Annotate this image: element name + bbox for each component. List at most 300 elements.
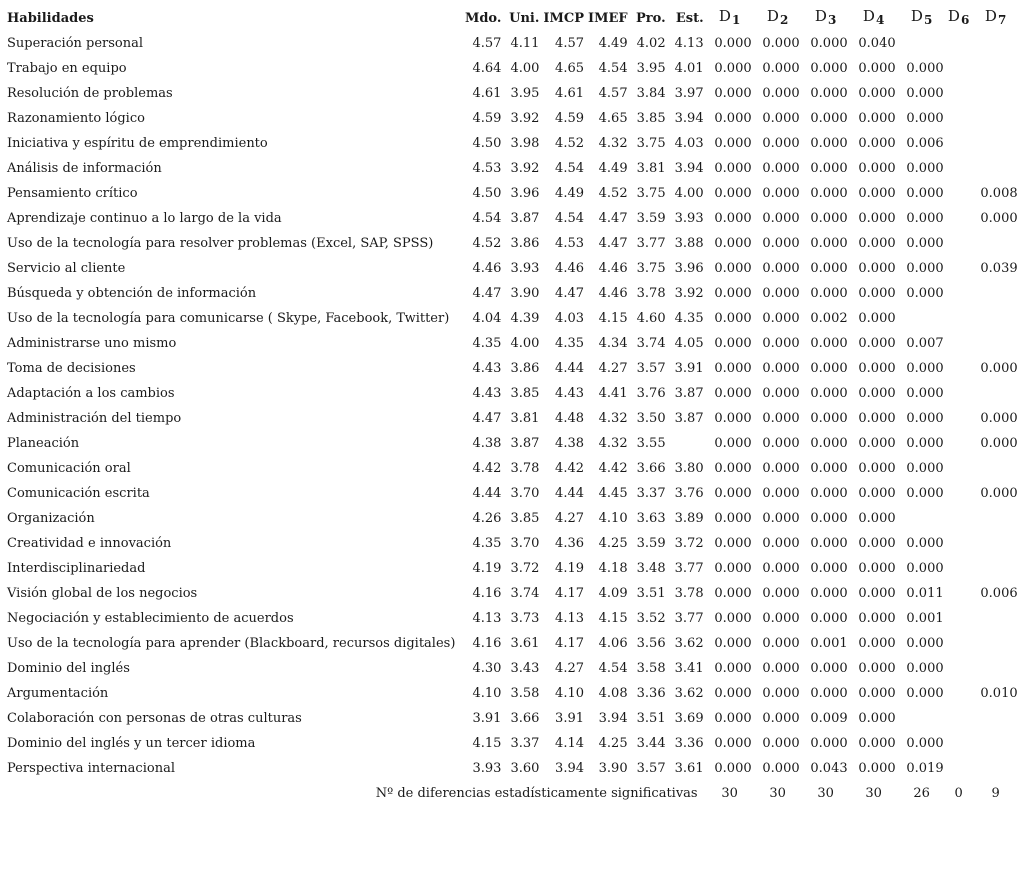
value-est: 3.78 bbox=[674, 586, 704, 601]
value-mdo: 4.54 bbox=[472, 211, 502, 226]
p-value-d7 bbox=[972, 331, 1020, 356]
p-value-d7: 0.000 bbox=[980, 436, 1018, 451]
p-value-d2: 0.000 bbox=[762, 336, 800, 351]
value-imef: 4.15 bbox=[598, 311, 628, 326]
p-value-d6 bbox=[946, 531, 972, 556]
value-pro: 3.76 bbox=[636, 386, 666, 401]
table-row bbox=[5, 431, 1020, 456]
skills-results-table bbox=[5, 6, 1020, 805]
header-d5 bbox=[898, 6, 946, 31]
value-mdo: 4.38 bbox=[472, 436, 502, 451]
value-mdo: 4.44 bbox=[472, 486, 502, 501]
skill-name: Dominio del inglés y un tercer idioma bbox=[7, 736, 256, 751]
value-imcp: 4.44 bbox=[555, 361, 584, 376]
p-value-d4: 0.000 bbox=[858, 436, 896, 451]
p-value-d7 bbox=[972, 131, 1020, 156]
p-value-d7 bbox=[972, 381, 1020, 406]
value-imef: 4.45 bbox=[598, 486, 628, 501]
p-value-d3: 0.000 bbox=[810, 61, 848, 76]
skill-name: Comunicación escrita bbox=[7, 486, 150, 501]
p-value-d5: 0.007 bbox=[906, 336, 944, 351]
header-imef: IMEF bbox=[588, 11, 628, 26]
p-value-d4: 0.000 bbox=[858, 736, 896, 751]
value-mdo: 4.52 bbox=[472, 236, 502, 251]
value-est: 3.89 bbox=[674, 511, 704, 526]
value-pro: 3.75 bbox=[636, 261, 666, 276]
table-row bbox=[5, 181, 1020, 206]
value-imcp: 4.59 bbox=[555, 111, 584, 126]
p-value-d5: 0.000 bbox=[906, 86, 944, 101]
value-imef: 4.32 bbox=[598, 136, 628, 151]
value-pro: 4.60 bbox=[636, 311, 666, 326]
value-imcp: 4.19 bbox=[555, 561, 584, 576]
value-uni: 3.81 bbox=[510, 411, 540, 426]
value-pro: 3.59 bbox=[636, 536, 666, 551]
skill-name: Aprendizaje continuo a lo largo de la vida bbox=[7, 211, 282, 226]
skill-name: Toma de decisiones bbox=[7, 361, 136, 376]
value-imef: 4.57 bbox=[598, 86, 628, 101]
p-value-d5: 0.000 bbox=[906, 536, 944, 551]
p-value-d4: 0.000 bbox=[858, 111, 896, 126]
value-pro: 3.78 bbox=[636, 286, 666, 301]
table-row bbox=[5, 31, 1020, 56]
value-est: 3.76 bbox=[674, 486, 704, 501]
value-est: 3.72 bbox=[674, 536, 704, 551]
value-imef: 4.54 bbox=[598, 661, 628, 676]
p-value-d4: 0.000 bbox=[858, 711, 896, 726]
p-value-d4: 0.000 bbox=[858, 136, 896, 151]
value-est: 3.91 bbox=[674, 361, 704, 376]
p-value-d3: 0.000 bbox=[810, 411, 848, 426]
table-row bbox=[5, 456, 1020, 481]
p-value-d3: 0.000 bbox=[810, 661, 848, 676]
p-value-d7 bbox=[972, 706, 1020, 731]
p-value-d6 bbox=[946, 231, 972, 256]
footer-count-d1: 30 bbox=[721, 785, 738, 801]
table-row bbox=[5, 606, 1020, 631]
table-row bbox=[5, 631, 1020, 656]
p-value-d2: 0.000 bbox=[762, 161, 800, 176]
header-uni: Uni. bbox=[509, 11, 540, 26]
value-est: 4.35 bbox=[674, 311, 704, 326]
p-value-d5: 0.000 bbox=[906, 111, 944, 126]
skill-name: Adaptación a los cambios bbox=[7, 386, 175, 401]
header-d1 bbox=[706, 6, 754, 31]
table-body bbox=[5, 31, 1020, 781]
p-value-d5 bbox=[898, 506, 946, 531]
skill-name: Administración del tiempo bbox=[7, 411, 182, 426]
value-est: 3.62 bbox=[674, 686, 704, 701]
value-mdo: 4.61 bbox=[472, 86, 502, 101]
value-est: 3.93 bbox=[674, 211, 704, 226]
p-value-d1: 0.000 bbox=[714, 611, 752, 626]
value-uni: 3.72 bbox=[510, 561, 540, 576]
p-value-d5: 0.000 bbox=[906, 736, 944, 751]
value-uni: 3.86 bbox=[510, 361, 540, 376]
p-value-d1: 0.000 bbox=[714, 286, 752, 301]
table-footer bbox=[5, 781, 1020, 805]
p-value-d4: 0.040 bbox=[858, 36, 896, 51]
p-value-d1: 0.000 bbox=[714, 736, 752, 751]
p-value-d4: 0.000 bbox=[858, 661, 896, 676]
p-value-d5: 0.006 bbox=[906, 136, 944, 151]
skill-name: Interdisciplinariedad bbox=[7, 561, 146, 576]
p-value-d4: 0.000 bbox=[858, 211, 896, 226]
value-uni: 3.73 bbox=[510, 611, 540, 626]
p-value-d6 bbox=[946, 431, 972, 456]
p-value-d4: 0.000 bbox=[858, 261, 896, 276]
value-imef: 4.18 bbox=[598, 561, 628, 576]
value-uni: 3.98 bbox=[510, 136, 540, 151]
skill-name: Visión global de los negocios bbox=[7, 586, 198, 601]
value-pro: 3.51 bbox=[636, 711, 666, 726]
p-value-d1: 0.000 bbox=[714, 136, 752, 151]
p-value-d7: 0.000 bbox=[980, 411, 1018, 426]
value-imef: 4.25 bbox=[598, 736, 628, 751]
p-value-d3: 0.002 bbox=[810, 311, 848, 326]
table-row bbox=[5, 681, 1020, 706]
p-value-d6 bbox=[946, 581, 972, 606]
p-value-d3: 0.000 bbox=[810, 386, 848, 401]
p-value-d3: 0.000 bbox=[810, 261, 848, 276]
value-pro: 3.51 bbox=[636, 586, 666, 601]
p-value-d7 bbox=[972, 731, 1020, 756]
p-value-d4: 0.000 bbox=[858, 536, 896, 551]
p-value-d7: 0.039 bbox=[980, 261, 1018, 276]
p-value-d4: 0.000 bbox=[858, 286, 896, 301]
value-est: 3.94 bbox=[674, 111, 704, 126]
value-mdo: 4.35 bbox=[472, 336, 502, 351]
value-imcp: 4.53 bbox=[555, 236, 584, 251]
value-pro: 3.95 bbox=[636, 61, 666, 76]
footer-count-d7: 9 bbox=[991, 785, 1000, 801]
value-imef: 4.32 bbox=[598, 436, 628, 451]
p-value-d7 bbox=[972, 531, 1020, 556]
p-value-d1: 0.000 bbox=[714, 536, 752, 551]
p-value-d3: 0.000 bbox=[810, 586, 848, 601]
value-imcp: 4.52 bbox=[555, 136, 584, 151]
value-est: 3.87 bbox=[674, 386, 704, 401]
p-value-d7 bbox=[972, 506, 1020, 531]
value-est: 3.97 bbox=[674, 86, 704, 101]
value-mdo: 4.50 bbox=[472, 136, 502, 151]
p-value-d5: 0.000 bbox=[906, 486, 944, 501]
value-est: 3.77 bbox=[674, 561, 704, 576]
header-d-letter: D bbox=[984, 7, 997, 25]
value-imcp: 4.47 bbox=[555, 286, 584, 301]
p-value-d3: 0.000 bbox=[810, 511, 848, 526]
value-imcp: 3.94 bbox=[555, 761, 584, 776]
p-value-d3: 0.000 bbox=[810, 436, 848, 451]
value-uni: 3.74 bbox=[510, 586, 540, 601]
value-est: 3.88 bbox=[674, 236, 704, 251]
value-pro: 3.57 bbox=[636, 361, 666, 376]
p-value-d5: 0.000 bbox=[906, 361, 944, 376]
skill-name: Iniciativa y espíritu de emprendimiento bbox=[7, 136, 268, 151]
p-value-d2: 0.000 bbox=[762, 711, 800, 726]
p-value-d7 bbox=[972, 606, 1020, 631]
skill-name: Colaboración con personas de otras culturas bbox=[7, 711, 302, 726]
p-value-d2: 0.000 bbox=[762, 636, 800, 651]
header-d2 bbox=[754, 6, 802, 31]
value-mdo: 4.43 bbox=[472, 361, 502, 376]
p-value-d6 bbox=[946, 556, 972, 581]
p-value-d2: 0.000 bbox=[762, 461, 800, 476]
value-imef: 3.90 bbox=[598, 761, 628, 776]
skill-name: Negociación y establecimiento de acuerdos bbox=[7, 611, 294, 626]
p-value-d4: 0.000 bbox=[858, 586, 896, 601]
p-value-d3: 0.000 bbox=[810, 486, 848, 501]
value-imcp: 4.44 bbox=[555, 486, 584, 501]
p-value-d2: 0.000 bbox=[762, 586, 800, 601]
p-value-d7: 0.000 bbox=[980, 486, 1018, 501]
skill-name: Trabajo en equipo bbox=[7, 61, 127, 76]
p-value-d1: 0.000 bbox=[714, 486, 752, 501]
value-imef: 4.34 bbox=[598, 336, 628, 351]
p-value-d4: 0.000 bbox=[858, 86, 896, 101]
value-uni: 4.00 bbox=[510, 336, 540, 351]
p-value-d3: 0.000 bbox=[810, 461, 848, 476]
table-row bbox=[5, 331, 1020, 356]
value-imef: 4.46 bbox=[598, 286, 628, 301]
p-value-d1: 0.000 bbox=[714, 236, 752, 251]
p-value-d4: 0.000 bbox=[858, 186, 896, 201]
p-value-d4: 0.000 bbox=[858, 686, 896, 701]
value-est: 4.05 bbox=[674, 336, 704, 351]
value-mdo: 4.64 bbox=[472, 61, 502, 76]
value-imcp: 4.57 bbox=[555, 36, 584, 51]
skill-name: Planeación bbox=[7, 436, 80, 451]
skill-name: Servicio al cliente bbox=[7, 261, 126, 276]
p-value-d1: 0.000 bbox=[714, 636, 752, 651]
p-value-d4: 0.000 bbox=[858, 61, 896, 76]
value-imef: 4.25 bbox=[598, 536, 628, 551]
value-mdo: 4.59 bbox=[472, 111, 502, 126]
table-row bbox=[5, 481, 1020, 506]
p-value-d1: 0.000 bbox=[714, 261, 752, 276]
table-row bbox=[5, 231, 1020, 256]
value-uni: 3.92 bbox=[510, 111, 540, 126]
table-row bbox=[5, 81, 1020, 106]
value-uni: 3.96 bbox=[510, 186, 540, 201]
p-value-d7 bbox=[972, 31, 1020, 56]
p-value-d2: 0.000 bbox=[762, 361, 800, 376]
p-value-d7 bbox=[972, 656, 1020, 681]
p-value-d7 bbox=[972, 156, 1020, 181]
value-mdo: 4.04 bbox=[472, 311, 502, 326]
value-uni: 3.90 bbox=[510, 286, 540, 301]
p-value-d5: 0.019 bbox=[906, 761, 944, 776]
p-value-d6 bbox=[946, 206, 972, 231]
value-uni: 3.85 bbox=[510, 386, 540, 401]
p-value-d2: 0.000 bbox=[762, 611, 800, 626]
value-est: 3.80 bbox=[674, 461, 704, 476]
header-d7 bbox=[972, 6, 1020, 31]
footer-count-d5: 26 bbox=[913, 785, 930, 801]
value-est: 3.69 bbox=[674, 711, 704, 726]
value-pro: 3.75 bbox=[636, 136, 666, 151]
value-pro: 4.02 bbox=[636, 36, 666, 51]
value-mdo: 3.91 bbox=[472, 711, 502, 726]
p-value-d6 bbox=[946, 706, 972, 731]
p-value-d2: 0.000 bbox=[762, 411, 800, 426]
value-imef: 4.47 bbox=[598, 236, 628, 251]
p-value-d1: 0.000 bbox=[714, 111, 752, 126]
table-row bbox=[5, 656, 1020, 681]
header-d-sub: 5 bbox=[923, 13, 933, 27]
value-uni: 3.61 bbox=[510, 636, 540, 651]
p-value-d4: 0.000 bbox=[858, 386, 896, 401]
value-imef: 4.47 bbox=[598, 211, 628, 226]
value-imcp: 4.65 bbox=[555, 61, 584, 76]
value-pro: 3.77 bbox=[636, 236, 666, 251]
p-value-d3: 0.000 bbox=[810, 211, 848, 226]
value-imcp: 4.27 bbox=[555, 661, 584, 676]
p-value-d7 bbox=[972, 306, 1020, 331]
table-row bbox=[5, 731, 1020, 756]
value-mdo: 4.30 bbox=[472, 661, 502, 676]
table-header bbox=[5, 6, 1020, 31]
p-value-d7 bbox=[972, 81, 1020, 106]
value-pro: 3.36 bbox=[636, 686, 666, 701]
p-value-d4: 0.000 bbox=[858, 636, 896, 651]
value-est: 4.00 bbox=[674, 186, 704, 201]
value-pro: 3.44 bbox=[636, 736, 666, 751]
skill-name: Razonamiento lógico bbox=[7, 111, 145, 126]
p-value-d7: 0.000 bbox=[980, 211, 1018, 226]
p-value-d5: 0.000 bbox=[906, 386, 944, 401]
p-value-d3: 0.000 bbox=[810, 611, 848, 626]
value-mdo: 4.53 bbox=[472, 161, 502, 176]
table-row bbox=[5, 706, 1020, 731]
skill-name: Uso de la tecnología para comunicarse ( Skype, Facebook, Twitter) bbox=[7, 311, 450, 326]
value-pro: 3.59 bbox=[636, 211, 666, 226]
table-row bbox=[5, 531, 1020, 556]
value-imcp: 4.27 bbox=[555, 511, 584, 526]
value-mdo: 4.57 bbox=[472, 36, 502, 51]
value-pro: 3.50 bbox=[636, 411, 666, 426]
p-value-d7 bbox=[972, 231, 1020, 256]
value-pro: 3.84 bbox=[636, 86, 666, 101]
p-value-d3: 0.000 bbox=[810, 161, 848, 176]
value-est: 3.87 bbox=[674, 411, 704, 426]
value-mdo: 4.19 bbox=[472, 561, 502, 576]
p-value-d7: 0.006 bbox=[980, 586, 1018, 601]
footer-count-d2: 30 bbox=[769, 785, 786, 801]
value-mdo: 4.46 bbox=[472, 261, 502, 276]
skill-name: Uso de la tecnología para resolver problemas (Excel, SAP, SPSS) bbox=[7, 236, 434, 251]
p-value-d7 bbox=[972, 456, 1020, 481]
value-pro: 3.75 bbox=[636, 186, 666, 201]
p-value-d2: 0.000 bbox=[762, 186, 800, 201]
p-value-d5: 0.000 bbox=[906, 261, 944, 276]
p-value-d7 bbox=[972, 756, 1020, 781]
p-value-d7 bbox=[972, 556, 1020, 581]
value-imef: 4.10 bbox=[598, 511, 628, 526]
header-pro: Pro. bbox=[636, 11, 666, 26]
p-value-d2: 0.000 bbox=[762, 561, 800, 576]
value-imcp: 4.43 bbox=[555, 386, 584, 401]
p-value-d1: 0.000 bbox=[714, 686, 752, 701]
value-est: 4.13 bbox=[674, 36, 704, 51]
value-est: 3.36 bbox=[674, 736, 704, 751]
footer-count-d3: 30 bbox=[817, 785, 834, 801]
p-value-d3: 0.000 bbox=[810, 86, 848, 101]
value-imcp: 4.10 bbox=[555, 686, 584, 701]
p-value-d6 bbox=[946, 81, 972, 106]
header-est: Est. bbox=[675, 11, 704, 26]
p-value-d6 bbox=[946, 456, 972, 481]
value-est: 4.01 bbox=[674, 61, 704, 76]
value-imcp: 4.38 bbox=[555, 436, 584, 451]
p-value-d6 bbox=[946, 481, 972, 506]
value-imcp: 4.49 bbox=[555, 186, 584, 201]
header-d-sub: 6 bbox=[960, 13, 970, 27]
value-mdo: 4.47 bbox=[472, 286, 502, 301]
p-value-d6 bbox=[946, 131, 972, 156]
value-uni: 3.87 bbox=[510, 211, 540, 226]
header-d4 bbox=[850, 6, 898, 31]
skill-name: Búsqueda y obtención de información bbox=[7, 286, 257, 301]
header-d-sub: 1 bbox=[731, 13, 741, 27]
p-value-d2: 0.000 bbox=[762, 261, 800, 276]
header-imcp: IMCP bbox=[543, 11, 584, 26]
value-mdo: 4.35 bbox=[472, 536, 502, 551]
p-value-d6 bbox=[946, 656, 972, 681]
p-value-d5 bbox=[898, 31, 946, 56]
p-value-d1: 0.000 bbox=[714, 511, 752, 526]
value-imef: 4.27 bbox=[598, 361, 628, 376]
value-mdo: 4.42 bbox=[472, 461, 502, 476]
value-imcp: 4.46 bbox=[555, 261, 584, 276]
value-mdo: 4.43 bbox=[472, 386, 502, 401]
header-row bbox=[5, 6, 1020, 31]
header-d-sub: 3 bbox=[827, 13, 837, 27]
p-value-d2: 0.000 bbox=[762, 386, 800, 401]
p-value-d7: 0.010 bbox=[980, 686, 1018, 701]
footer-label: Nº de diferencias estadísticamente significativas bbox=[375, 785, 698, 801]
p-value-d6 bbox=[946, 381, 972, 406]
skill-name: Administrarse uno mismo bbox=[7, 336, 177, 351]
p-value-d6 bbox=[946, 731, 972, 756]
skill-name: Creatividad e innovación bbox=[7, 536, 172, 551]
value-imef: 4.65 bbox=[598, 111, 628, 126]
p-value-d3: 0.000 bbox=[810, 736, 848, 751]
value-imcp: 4.36 bbox=[555, 536, 584, 551]
p-value-d3: 0.000 bbox=[810, 136, 848, 151]
skill-name: Perspectiva internacional bbox=[7, 761, 175, 776]
value-uni: 3.66 bbox=[510, 711, 540, 726]
p-value-d5: 0.000 bbox=[906, 236, 944, 251]
value-mdo: 4.26 bbox=[472, 511, 502, 526]
p-value-d3: 0.000 bbox=[810, 111, 848, 126]
value-pro: 3.74 bbox=[636, 336, 666, 351]
value-pro: 3.55 bbox=[636, 436, 666, 451]
header-d6 bbox=[946, 6, 972, 31]
table-row bbox=[5, 356, 1020, 381]
table-row bbox=[5, 581, 1020, 606]
p-value-d2: 0.000 bbox=[762, 286, 800, 301]
p-value-d6 bbox=[946, 356, 972, 381]
value-pro: 3.37 bbox=[636, 486, 666, 501]
table-row bbox=[5, 306, 1020, 331]
header-d-letter: D bbox=[766, 7, 779, 25]
p-value-d6 bbox=[946, 306, 972, 331]
table-row bbox=[5, 206, 1020, 231]
p-value-d5: 0.000 bbox=[906, 561, 944, 576]
p-value-d5 bbox=[898, 706, 946, 731]
table-row bbox=[5, 131, 1020, 156]
